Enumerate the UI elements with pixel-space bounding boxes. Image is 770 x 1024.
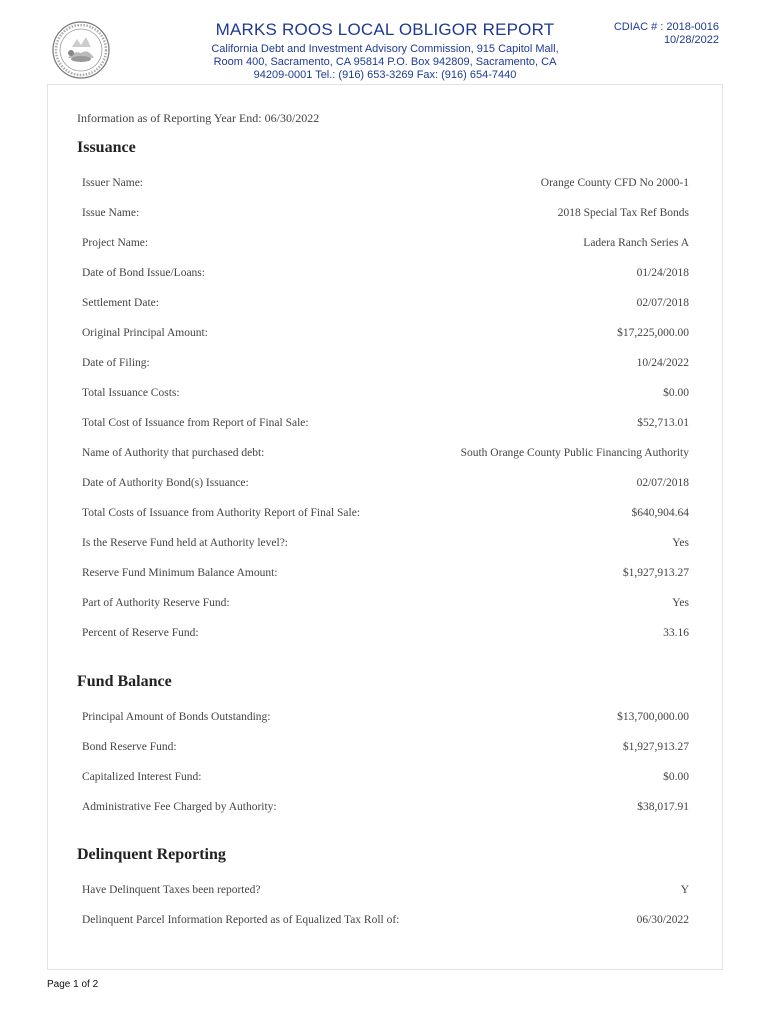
row-label: Date of Bond Issue/Loans: [82,267,205,279]
row-label: Bond Reserve Fund: [82,741,177,753]
row-value: $640,904.64 [631,507,689,519]
reporting-year-info: Information as of Reporting Year End: 06/30/2022 [77,111,320,125]
row-label: Part of Authority Reserve Fund: [82,597,230,609]
row-value: Yes [672,537,689,549]
row-label: Percent of Reserve Fund: [82,627,199,639]
row-label: Project Name: [82,237,149,249]
issuance-heading: Issuance [77,139,136,156]
row-value: $0.00 [663,387,689,399]
delinquent-row [82,912,689,928]
row-label: Issue Name: [82,207,140,219]
issuance-row [82,415,689,431]
row-value: Ladera Ranch Series A [583,237,689,249]
address-line-2: Room 400, Sacramento, CA 95814 P.O. Box 942809, Sacramento, CA [213,56,557,68]
issuance-row [82,355,689,371]
row-value: $38,017.91 [637,801,689,813]
issuance-row [82,325,689,341]
fund-balance-row [82,769,689,785]
state-seal-icon [50,20,112,80]
row-value: Orange County CFD No 2000-1 [540,177,689,189]
fund-balance-heading: Fund Balance [77,673,172,690]
row-value: 10/24/2022 [636,357,689,369]
row-value: $1,927,913.27 [622,741,689,753]
row-value: 2018 Special Tax Ref Bonds [557,207,689,219]
issuance-row [82,265,689,281]
row-value: $13,700,000.00 [617,711,689,723]
row-value: South Orange County Public Financing Authority [460,447,689,459]
row-label: Issuer Name: [82,177,143,189]
fund-balance-row [82,739,689,755]
fund-balance-row [82,799,689,815]
row-label: Settlement Date: [82,297,159,309]
address-line-3: 94209-0001 Tel.: (916) 653-3269 Fax: (916) 654-7440 [253,69,517,81]
page-number: Page 1 of 2 [47,979,99,990]
cdiac-number: CDIAC # : 2018-0016 [613,21,719,33]
row-label: Reserve Fund Minimum Balance Amount: [82,567,278,579]
row-value: $52,713.01 [637,417,689,429]
issuance-row [82,295,689,311]
row-value: $0.00 [663,771,689,783]
row-label: Original Principal Amount: [82,327,208,339]
row-label: Total Costs of Issuance from Authority Report of Final Sale: [82,507,361,519]
row-value: 01/24/2018 [636,267,689,279]
issuance-row [82,385,689,401]
issuance-row [82,475,689,491]
issuance-row [82,625,689,641]
issuance-row [82,235,689,251]
row-value: $1,927,913.27 [622,567,689,579]
issuance-row [82,205,689,221]
row-label: Capitalized Interest Fund: [82,771,202,783]
issuance-row [82,175,689,191]
address-line-1: California Debt and Investment Advisory Commission, 915 Capitol Mall, [211,43,559,55]
row-value: 33.16 [663,627,689,639]
row-value: 02/07/2018 [636,477,689,489]
fund-balance-row [82,709,689,725]
row-label: Total Issuance Costs: [82,387,180,399]
row-label: Total Cost of Issuance from Report of Final Sale: [82,417,309,429]
row-value: $17,225,000.00 [617,327,689,339]
row-label: Date of Filing: [82,357,150,369]
row-value: 02/07/2018 [636,297,689,309]
issuance-row [82,445,689,461]
row-label: Name of Authority that purchased debt: [82,447,265,459]
row-label: Administrative Fee Charged by Authority: [82,801,277,813]
report-date: 10/28/2022 [663,34,719,46]
report-title: MARKS ROOS LOCAL OBLIGOR REPORT [215,20,555,39]
row-label: Is the Reserve Fund held at Authority level?: [82,537,288,549]
row-label: Have Delinquent Taxes been reported? [82,884,261,896]
row-label: Delinquent Parcel Information Reported as of Equalized Tax Roll of: [82,914,400,926]
issuance-row [82,565,689,581]
issuance-row [82,595,689,611]
issuance-row [82,535,689,551]
row-value: Y [680,884,689,896]
delinquent-row [82,882,689,898]
issuance-row [82,505,689,521]
row-value: Yes [672,597,689,609]
delinquent-reporting-heading: Delinquent Reporting [77,846,226,863]
row-label: Principal Amount of Bonds Outstanding: [82,711,271,723]
row-label: Date of Authority Bond(s) Issuance: [82,477,249,489]
row-value: 06/30/2022 [636,914,689,926]
